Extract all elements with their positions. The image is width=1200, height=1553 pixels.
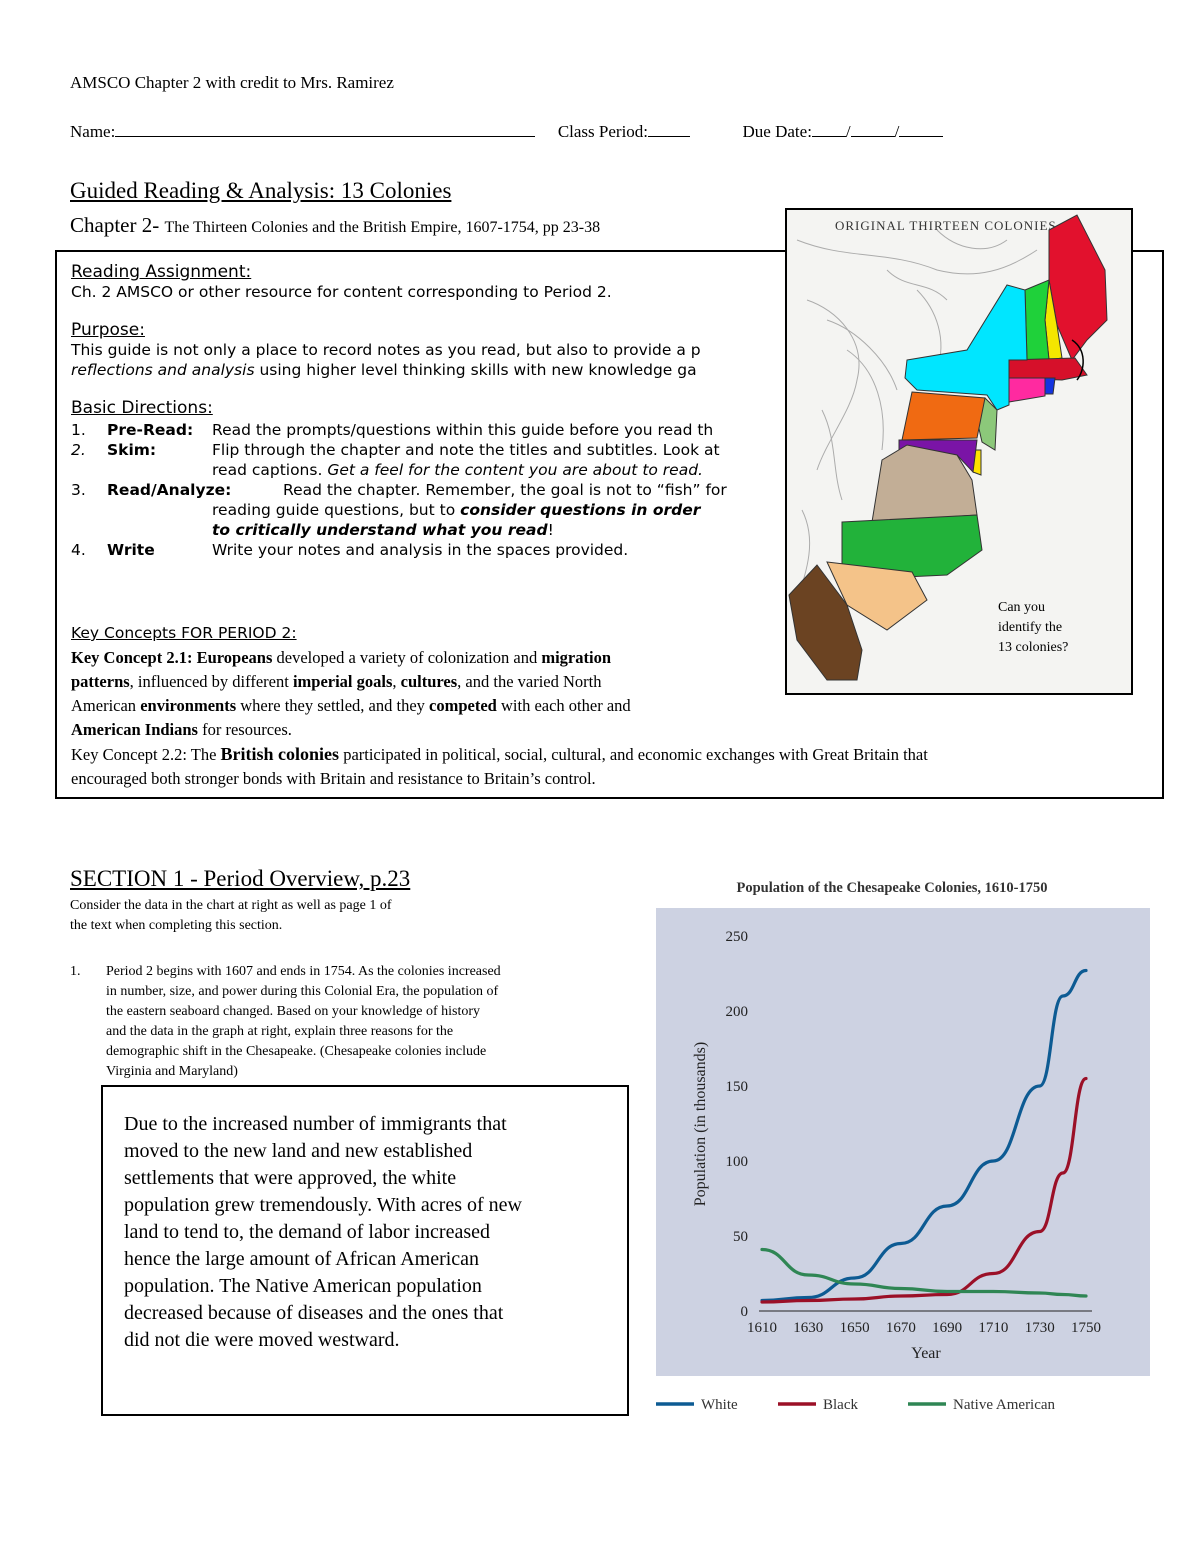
name-label: Name: [70, 122, 116, 141]
answer-box[interactable] [101, 1085, 629, 1416]
chapter-line [70, 213, 600, 238]
credit-line: AMSCO Chapter 2 with credit to Mrs. Ramirez [70, 73, 394, 92]
class-period-label: Class Period: [557, 122, 649, 141]
answer-text [124, 1111, 619, 1354]
section-1-intro [70, 896, 392, 936]
y-tick-label: 0 [740, 1304, 748, 1320]
direction-text: Write your notes and analysis in the spaces provided. [212, 541, 629, 559]
intro-line: Consider the data in the chart at right as well as page 1 of [70, 898, 392, 913]
answer-line: decreased because of diseases and the ones that [124, 1302, 504, 1324]
y-tick-label: 150 [725, 1079, 748, 1095]
due-month-field[interactable] [812, 122, 846, 137]
kc-text: , [392, 672, 401, 691]
answer-line: settlements that were approved, the white [124, 1167, 457, 1189]
answer-line: land to tend to, the demand of labor increased [124, 1221, 490, 1243]
population-chart [650, 870, 1160, 1430]
y-tick-label: 50 [733, 1229, 748, 1245]
key-concept-2-1-line-3 [71, 694, 1151, 718]
kc-keyword: patterns [71, 672, 130, 691]
key-concept-2-1-line-4 [71, 718, 1151, 742]
class-period-field[interactable] [648, 122, 690, 137]
direction-text-bold: consider questions in order [460, 501, 701, 519]
legend-label: White [701, 1397, 738, 1413]
answer-line: moved to the new land and new established [124, 1140, 473, 1162]
kc-keyword: competed [429, 696, 497, 715]
header-fields [70, 122, 943, 142]
section-1-heading: SECTION 1 - Period Overview, p.23 [70, 866, 411, 891]
y-axis-label: Population (in thousands) [692, 1041, 709, 1207]
kc-keyword: environments [140, 696, 237, 715]
direction-3 [71, 480, 727, 500]
colonies-map-drawing [787, 210, 1131, 693]
reading-text: Ch. 2 AMSCO or other resource for content corresponding to Period 2. [71, 283, 612, 301]
due-date-label: Due Date: [742, 122, 812, 141]
due-day-field[interactable] [851, 122, 895, 137]
kc-label: Key Concept 2.1: [71, 648, 197, 667]
x-tick-label: 1730 [1024, 1320, 1055, 1336]
kc-text: where they settled, and they [236, 696, 430, 715]
direction-text: Read the prompts/questions within this guide before you read th [212, 421, 714, 439]
direction-4 [71, 540, 629, 560]
date-slash: / [845, 122, 851, 141]
direction-text: Flip through the chapter and note the titles and subtitles. Look at [212, 441, 720, 459]
answer-line: did not die were moved westward. [124, 1329, 400, 1351]
direction-label: Read/Analyze: [107, 481, 232, 499]
x-tick-label: 1690 [932, 1320, 963, 1336]
purpose-italic: reflections and analysis [71, 361, 255, 379]
x-axis-label: Year [911, 1345, 941, 1362]
chart-title: Population of the Chesapeake Colonies, 1610-1750 [736, 880, 1048, 896]
question-line: the eastern seaboard changed. Based on your knowledge of history [106, 1004, 480, 1019]
direction-3-cont [212, 500, 700, 520]
question-text [70, 962, 630, 1082]
kc-keyword: cultures [400, 672, 458, 691]
y-tick-label: 200 [725, 1004, 748, 1020]
direction-text: read captions. [212, 461, 328, 479]
purpose-line-1: This guide is not only a place to record notes as you read, but also to provide a p [71, 341, 701, 359]
question-line: and the data in the graph at right, explain three reasons for the [106, 1024, 454, 1039]
direction-label: Pre-Read: [107, 421, 194, 439]
question-line: Virginia and Maryland) [106, 1064, 238, 1079]
kc-text: developed a variety of colonization and [272, 648, 542, 667]
key-concepts-heading: Key Concepts FOR PERIOD 2: [71, 624, 297, 642]
map-title: ORIGINAL THIRTEEN COLONIES [835, 218, 1057, 233]
question-line: Period 2 begins with 1607 and ends in 1754. As the colonies increased [106, 964, 501, 979]
reading-heading: Reading Assignment: [71, 262, 252, 282]
box-content [71, 262, 811, 558]
direction-text-bold: to critically understand what you read [212, 521, 548, 539]
direction-number: 4. [71, 541, 86, 559]
chart-legend [656, 1397, 1056, 1413]
name-field[interactable] [115, 122, 535, 137]
vermont [1025, 280, 1049, 360]
kc-text: , influenced by different [129, 672, 293, 691]
directions-list [71, 418, 811, 558]
colonies-map [785, 208, 1133, 695]
purpose-line-2-rest: using higher level thinking skills with new knowledge ga [254, 361, 697, 379]
question-line: demographic shift in the Chesapeake. (Chesapeake colonies include [106, 1044, 487, 1059]
date-slash: / [894, 122, 900, 141]
direction-2-cont [212, 460, 703, 480]
kc-keyword: Europeans [196, 648, 273, 667]
direction-number: 1. [71, 421, 86, 439]
direction-number: 3. [71, 481, 86, 499]
direction-3-cont2 [212, 520, 554, 540]
x-tick-label: 1650 [839, 1320, 870, 1336]
kc-keyword: imperial goals [292, 672, 393, 691]
direction-label: Write [107, 541, 155, 559]
direction-number: 2. [71, 441, 86, 459]
population-chart-svg [650, 870, 1160, 1430]
y-tick-label: 250 [725, 929, 748, 945]
kc-keyword: migration [541, 648, 612, 667]
x-tick-label: 1710 [978, 1320, 1009, 1336]
page-title: Guided Reading & Analysis: 13 Colonies [70, 178, 452, 203]
purpose-line-2 [71, 360, 811, 380]
kc-text: , and the varied North [457, 672, 602, 691]
map-caption-3: 13 colonies? [998, 640, 1069, 655]
legend-label: Native American [953, 1397, 1056, 1413]
kc-keyword: American Indians [71, 720, 198, 739]
question-1 [70, 962, 630, 1082]
chapter-text: The Thirteen Colonies and the British Empire, 1607-1754, pp 23-38 [164, 219, 601, 236]
kc-label: Key Concept 2.2: The [71, 745, 221, 764]
legend-label: Black [823, 1397, 858, 1413]
question-line: in number, size, and power during this Colonial Era, the population of [106, 984, 499, 999]
kc-keyword: British colonies [220, 744, 340, 764]
answer-line: population grew tremendously. With acres of new [124, 1194, 522, 1216]
purpose-heading: Purpose: [71, 320, 145, 340]
direction-text: Read the chapter. Remember, the goal is not to “fish” for [283, 481, 727, 499]
map-caption-1: Can you [998, 600, 1046, 615]
chapter-label: Chapter 2- [70, 213, 160, 237]
direction-text-italic: Get a feel for the content you are about to read. [327, 461, 703, 479]
kc-text: for resources. [197, 720, 292, 739]
direction-text: reading guide questions, but to [212, 501, 461, 519]
intro-line: the text when completing this section. [70, 918, 283, 933]
direction-text: ! [547, 521, 554, 539]
answer-line: population. The Native American population [124, 1275, 482, 1297]
rhode-island [1045, 378, 1055, 394]
key-concept-2-2-line-1 [71, 742, 1151, 767]
y-tick-label: 100 [725, 1154, 748, 1170]
x-tick-label: 1630 [793, 1320, 824, 1336]
x-tick-label: 1610 [747, 1320, 777, 1336]
kc-text: American [71, 696, 141, 715]
massachusetts [1009, 358, 1087, 380]
direction-label: Skim: [107, 441, 157, 459]
x-tick-label: 1750 [1071, 1320, 1101, 1336]
kc-text: encouraged both stronger bonds with Britain and resistance to Britain’s control. [71, 769, 596, 788]
answer-line: Due to the increased number of immigrants that [124, 1113, 507, 1135]
map-caption-2: identify the [998, 620, 1063, 635]
kc-text: with each other and [496, 696, 631, 715]
pennsylvania [902, 392, 985, 440]
directions-heading: Basic Directions: [71, 398, 213, 418]
answer-line: hence the large amount of African American [124, 1248, 480, 1270]
key-concept-2-2-line-2 [71, 767, 1151, 791]
kc-text: participated in political, social, cultural, and economic exchanges with Great Britain that [339, 745, 928, 764]
direction-1 [71, 420, 714, 440]
direction-2 [71, 440, 720, 460]
question-number: 1. [70, 964, 81, 979]
x-tick-label: 1670 [885, 1320, 916, 1336]
due-year-field[interactable] [899, 122, 943, 137]
